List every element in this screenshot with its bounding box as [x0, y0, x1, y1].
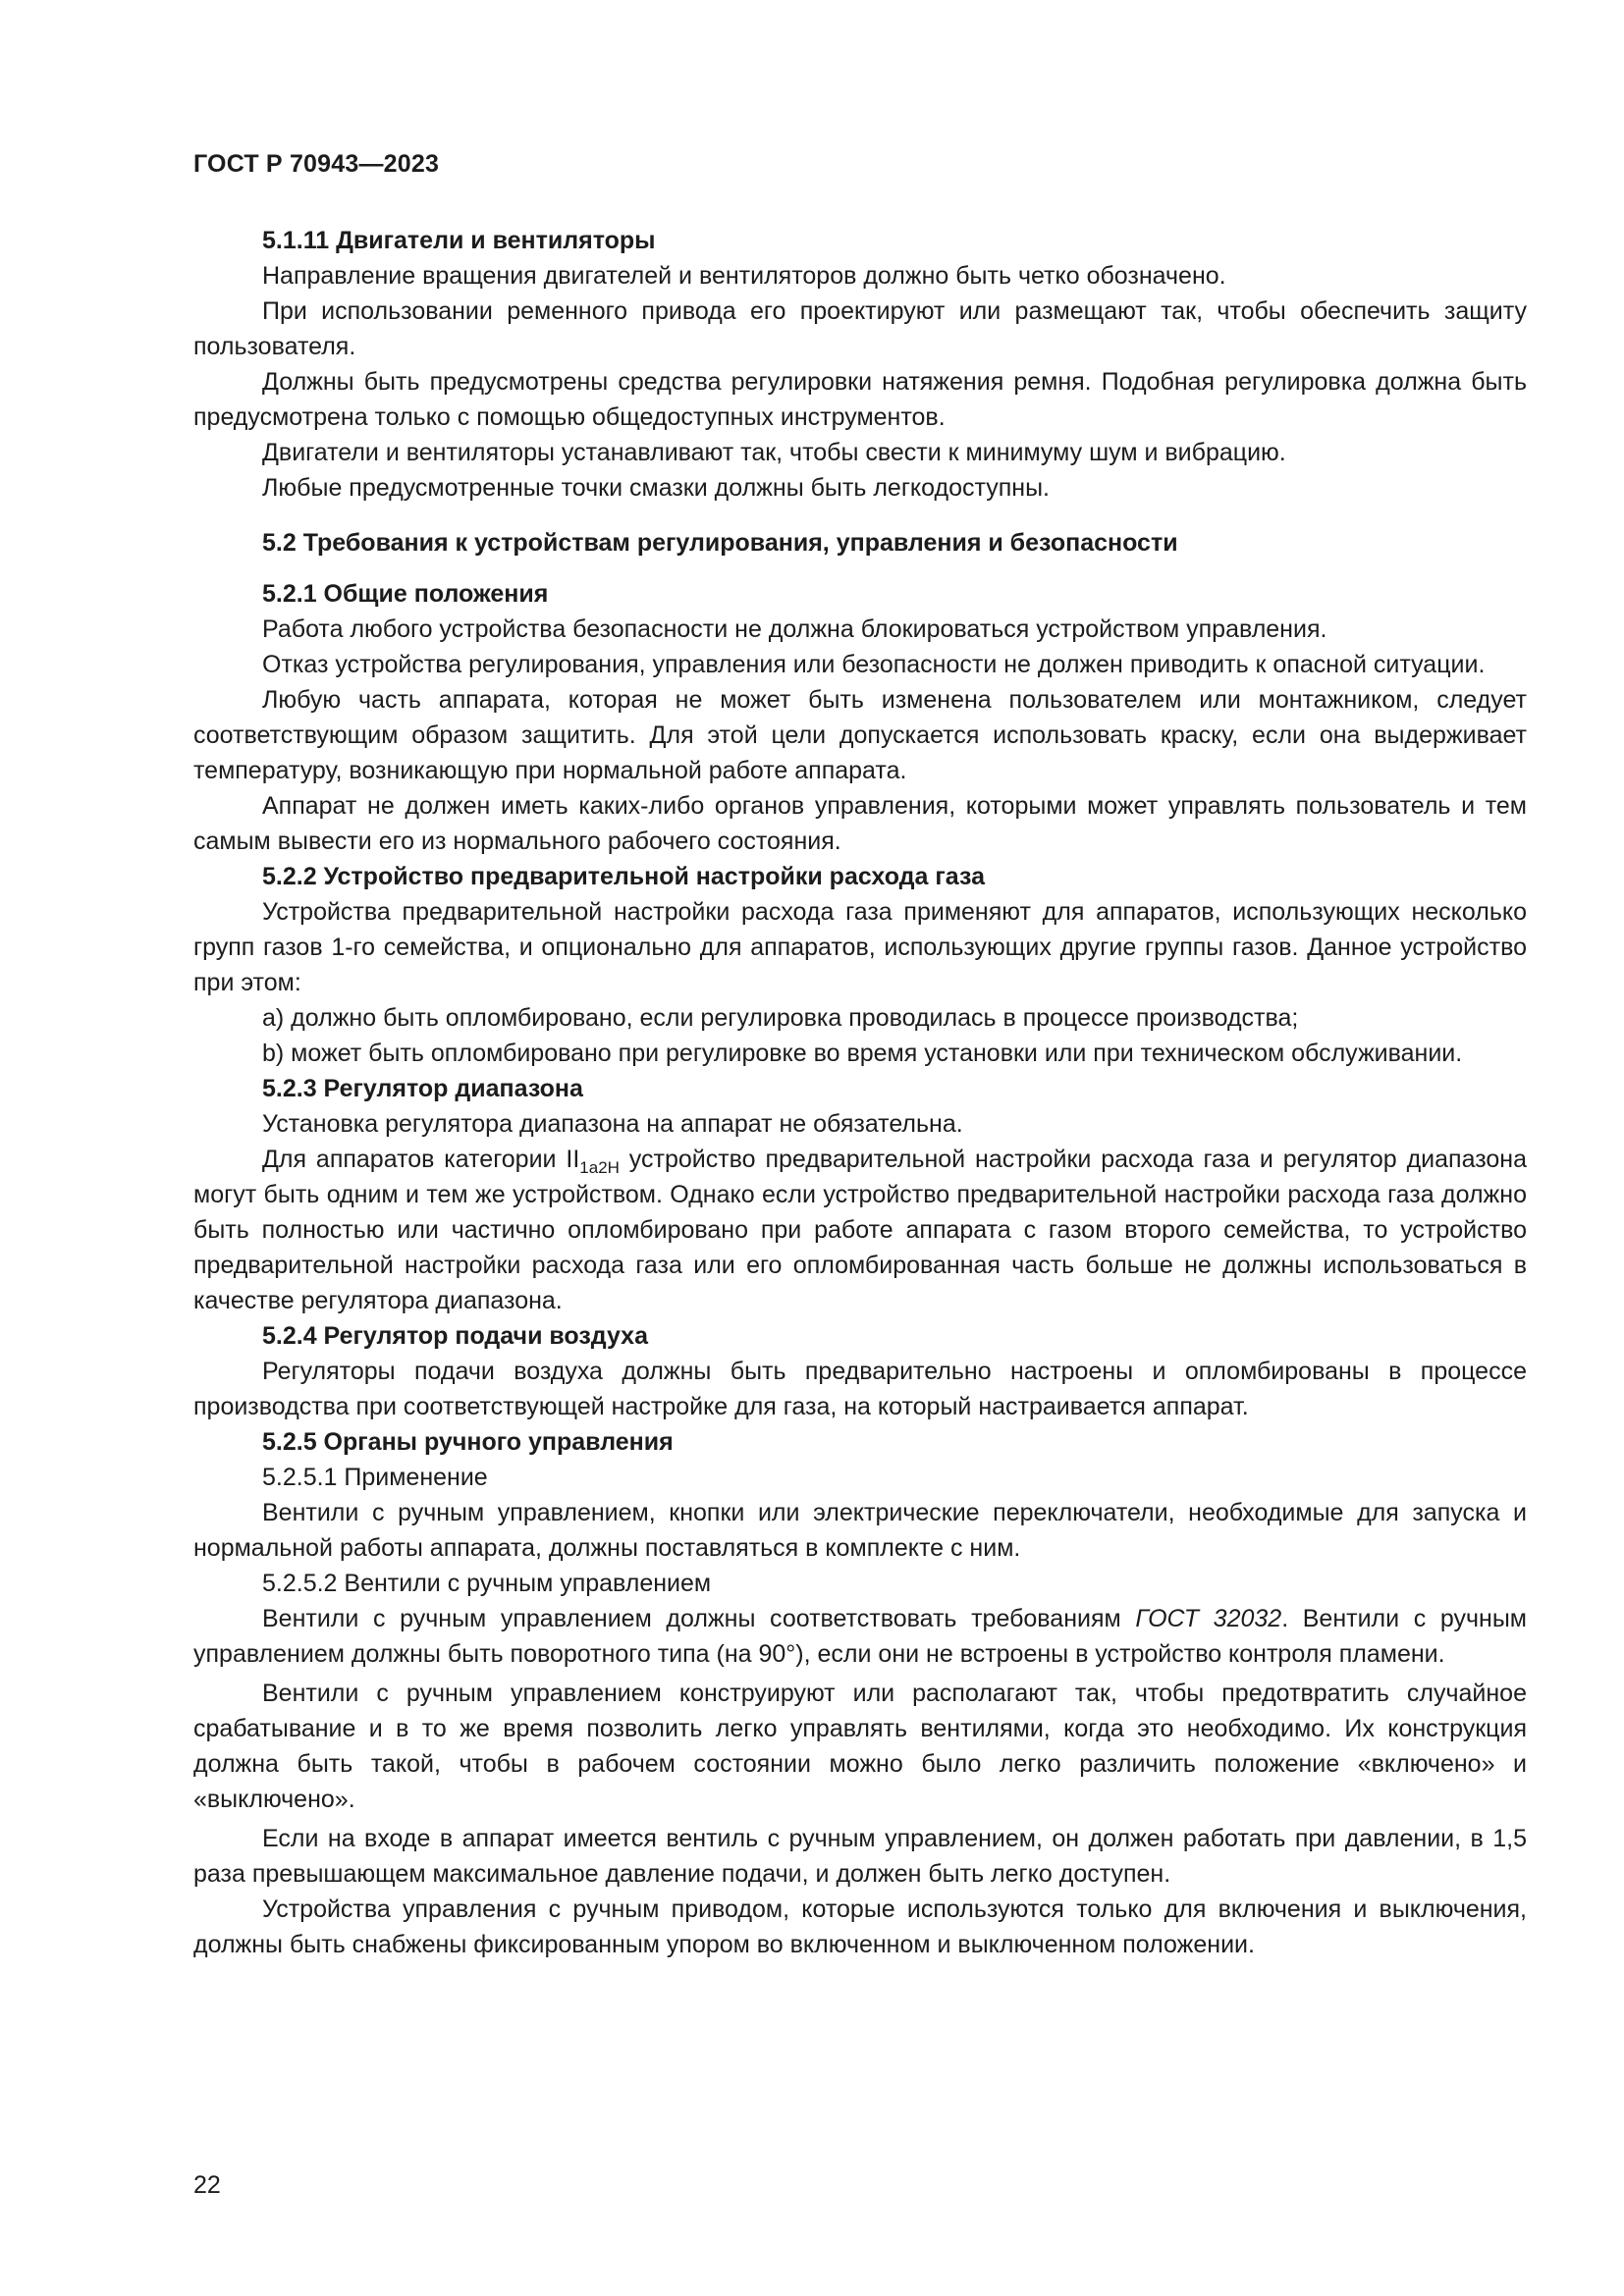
document-header: ГОСТ Р 70943—2023: [193, 150, 440, 178]
paragraph: Направление вращения двигателей и вентиляторов должно быть четко обозначено.: [262, 262, 1226, 290]
list-item: b) может быть опломбировано при регулировке во время установки или при техническом обслуживании.: [262, 1040, 1463, 1067]
text-run: устройство предварительной настройки расхода газа и регулятор диапазона могут быть одним и тем же устройством. Однако если устройство предварительной настройки расхода газа должно быть полностью или частично опломбировано при работе аппарата с газом второго семейства, то устройство предварительной настройки расхода газа или его опломбированная часть больше не должны использоваться в качестве регулятора диапазона.: [193, 1146, 1527, 1314]
paragraph: Должны быть предусмотрены средства регулировки натяжения ремня. Подобная регулировка должна быть предусмотрена только с помощью общедоступных инструментов.: [193, 368, 1527, 431]
paragraph: Регуляторы подачи воздуха должны быть предварительно настроены и опломбированы в процессе производства при соответствующей настройке для газа, на который настраивается аппарат.: [193, 1358, 1527, 1420]
paragraph: Вентили с ручным управлением, кнопки или электрические переключатели, необходимые для запуска и нормальной работы аппарата, должны поставляться в комплекте с ним.: [193, 1499, 1527, 1562]
paragraph: Отказ устройства регулирования, управления или безопасности не должен приводить к опасной ситуации.: [262, 651, 1486, 678]
paragraph: Устройства управления с ручным приводом, которые используются только для включения и выключения, должны быть снабжены фиксированным упором во включенном и выключенном положении.: [193, 1896, 1527, 1958]
paragraph: Любые предусмотренные точки смазки должны быть легкодоступны.: [262, 474, 1050, 502]
subsection-heading-5-2-5-2: 5.2.5.2 Вентили с ручным управлением: [262, 1570, 712, 1597]
section-heading-5-2: 5.2 Требования к устройствам регулирования, управления и безопасности: [262, 529, 1178, 557]
paragraph: Работа любого устройства безопасности не должна блокироваться устройством управления.: [262, 615, 1327, 643]
list-item: a) должно быть опломбировано, если регулировка проводилась в процессе производства;: [262, 1004, 1299, 1032]
paragraph: Установка регулятора диапазона на аппарат не обязательна.: [262, 1110, 963, 1138]
text-run: . Вентили с ручным управлением должны быть поворотного типа (на 90°), если они не встроены в устройство контроля пламени.: [193, 1605, 1527, 1668]
section-heading-5-2-2: 5.2.2 Устройство предварительной настройки расхода газа: [262, 863, 985, 890]
section-heading-5-2-4: 5.2.4 Регулятор подачи воздуха: [262, 1322, 648, 1350]
subsection-heading-5-2-5-1: 5.2.5.1 Применение: [262, 1464, 488, 1491]
paragraph: Аппарат не должен иметь каких-либо органов управления, которыми может управлять пользователь и тем самым вывести его из нормального рабочего состояния.: [193, 792, 1527, 855]
document-body: [193, 223, 1527, 1962]
section-heading-5-2-5: 5.2.5 Органы ручного управления: [262, 1428, 674, 1456]
text-run: Для аппаратов категории II: [262, 1146, 580, 1173]
paragraph: [193, 1142, 1527, 1318]
paragraph: Если на входе в аппарат имеется вентиль с ручным управлением, он должен работать при давлении, в 1,5 раза превышающем максимальное давление подачи, и должен быть легко доступен.: [193, 1825, 1527, 1888]
paragraph: При использовании ременного привода его проектируют или размещают так, чтобы обеспечить защиту пользователя.: [193, 297, 1527, 360]
paragraph: Вентили с ручным управлением конструируют или располагают так, чтобы предотвратить случайное срабатывание и в то же время позволить легко управлять вентилями, когда это необходимо. Их конструкция должна быть такой, чтобы в рабочем состоянии можно было легко различить положение «включено» и «выключено».: [193, 1680, 1527, 1813]
section-heading-5-2-1: 5.2.1 Общие положения: [262, 580, 549, 608]
page-number: 22: [193, 2171, 221, 2199]
text-run: Вентили с ручным управлением должны соответствовать требованиям: [262, 1605, 1136, 1632]
paragraph: Двигатели и вентиляторы устанавливают так, чтобы свести к минимуму шум и вибрацию.: [262, 439, 1286, 466]
paragraph: Любую часть аппарата, которая не может быть изменена пользователем или монтажником, следует соответствующим образом защитить. Для этой цели допускается использовать краску, если она выдерживает температуру, возникающую при нормальной работе аппарата.: [193, 686, 1527, 784]
category-subscript: 1a2H: [579, 1158, 620, 1177]
standard-reference: ГОСТ 32032: [1135, 1605, 1282, 1632]
section-heading-5-1-11: 5.1.11 Двигатели и вентиляторы: [262, 227, 656, 254]
paragraph: [193, 1601, 1527, 1672]
paragraph: Устройства предварительной настройки расхода газа применяют для аппаратов, использующих несколько групп газов 1-го семейства, и опционально для аппаратов, использующих другие группы газов. Данное устройство при этом:: [193, 898, 1527, 996]
section-heading-5-2-3: 5.2.3 Регулятор диапазона: [262, 1075, 583, 1102]
